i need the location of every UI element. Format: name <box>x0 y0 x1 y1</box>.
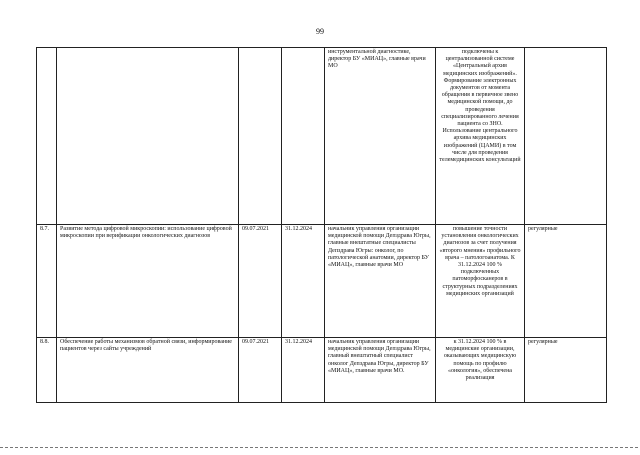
responsible-persons: начальник управления организации медицинской помощи Депздрава Югры, главные внештатные специалисты Депздрава Югры: онколог, по патологической анатомии, директор БУ «МИАЦ», главные врачи МО <box>325 225 436 338</box>
measures-table <box>36 47 607 403</box>
expected-result: повышение точности установления онкологических диагнозов за счет получения «второго мнения» профильного врача – патологоанатома. К 31.12.2024 100 % подключенных патоморфосканеров в структурных подразделениях медицинских организаций <box>436 225 525 338</box>
measure-name: Обеспечение работы механизмов обратной связи, информирование пациентов через сайты учреждений <box>57 338 239 403</box>
page-number: 99 <box>316 27 324 36</box>
table-row <box>37 338 607 403</box>
start-date: 09.07.2021 <box>239 225 282 338</box>
page-bottom-edge <box>0 447 640 448</box>
end-date: 31.12.2024 <box>282 225 325 338</box>
responsible-persons: начальник управления организации медицинской помощи Депздрава Югры, главный внештатный специалист онколог Депздрава Югры, директор БУ «МИАЦ», главные врачи МО. <box>325 338 436 403</box>
measure-kind <box>525 48 607 225</box>
expected-result: к 31.12.2024 100 % в медицинские организации, оказывающих медицинскую помощь по профилю «онкология», обеспечена реализация <box>436 338 525 403</box>
end-date <box>282 48 325 225</box>
expected-result: подключены к централизованной системе «Центральный архив медицинских изображений». Формирование электронных документов от момента обращения в первичное звено медицинской помощи, до проведения специализированного лечения пациента со ЗНО. Использование центрального архива медицинских изображений (ЦАМИ) в том числе для проведения телемедицинских консультаций <box>436 48 525 225</box>
measure-name: Развитие метода цифровой микроскопии: использование цифровой микроскопии при верификации онкологических диагнозов <box>57 225 239 338</box>
table-row <box>37 225 607 338</box>
row-number: 8.8. <box>37 338 57 403</box>
start-date <box>239 48 282 225</box>
measure-kind: регулярные <box>525 338 607 403</box>
end-date: 31.12.2024 <box>282 338 325 403</box>
table-row <box>37 48 607 225</box>
measure-kind: регулярные <box>525 225 607 338</box>
responsible-persons: инструментальной диагностике, директор БУ «МИАЦ», главные врачи МО <box>325 48 436 225</box>
row-number: 8.7. <box>37 225 57 338</box>
start-date: 09.07.2021 <box>239 338 282 403</box>
measure-name <box>57 48 239 225</box>
row-number <box>37 48 57 225</box>
